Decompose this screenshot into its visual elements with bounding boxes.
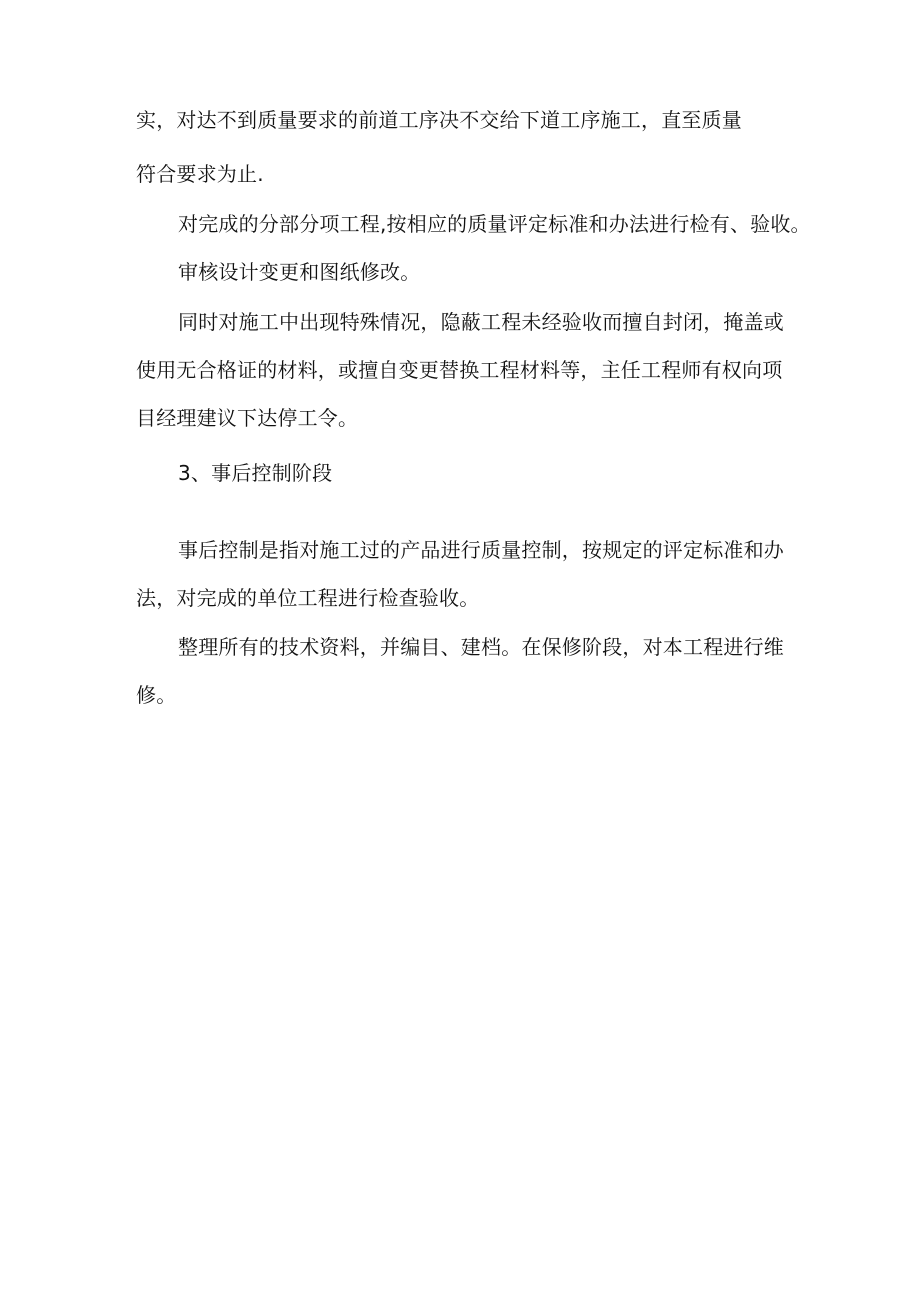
paragraph-6-line-2: 法，对完成的单位工程进行检查验收。	[136, 586, 480, 610]
paragraph-7-line-1: 整理所有的技术资料，并编目、建档。在保修阶段，对本工程进行维	[178, 635, 784, 659]
paragraph-4-line-3: 目经理建议下达停工令。	[136, 406, 359, 430]
paragraph-2-line-1: 对完成的分部分项工程,按相应的质量评定标准和办法进行检有、验收。	[178, 212, 811, 236]
paragraph-7-line-2: 修。	[136, 683, 177, 707]
paragraph-3-line-1: 审核设计变更和图纸修改。	[178, 260, 421, 284]
paragraph-4-line-2: 使用无合格证的材料，或擅自变更替换工程材料等，主任工程师有权向项	[136, 358, 783, 382]
paragraph-4-line-1: 同时对施工中出现特殊情况，隐蔽工程未经验收而擅自封闭，掩盖或	[178, 310, 784, 334]
paragraph-6-line-1: 事后控制是指对施工过的产品进行质量控制，按规定的评定标准和办	[178, 538, 784, 562]
paragraph-1-line-1: 实，对达不到质量要求的前道工序决不交给下道工序施工，直至质量	[136, 108, 742, 132]
paragraph-1-line-2: 符合要求为止.	[136, 162, 264, 186]
section-heading: 3、事后控制阶段	[178, 461, 333, 485]
